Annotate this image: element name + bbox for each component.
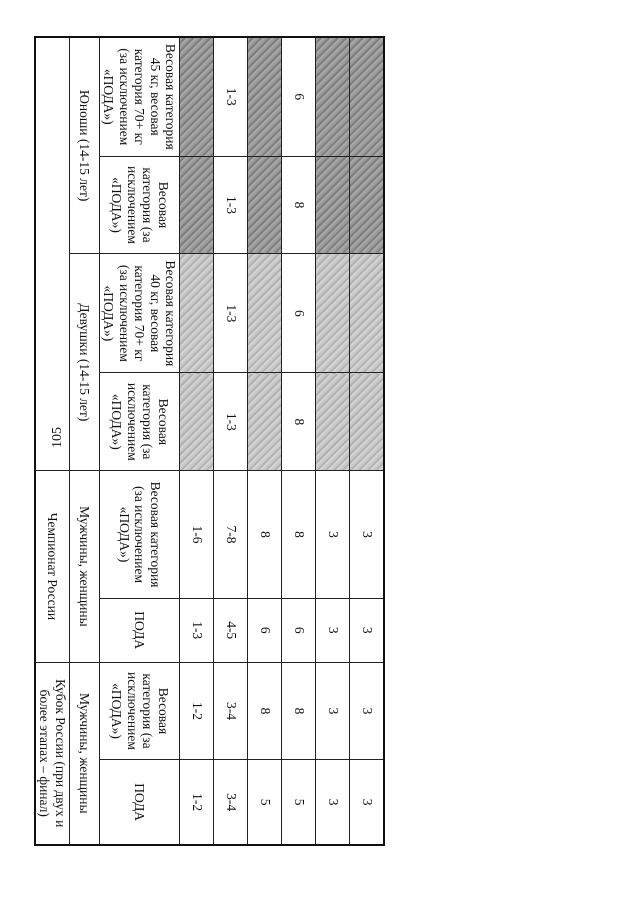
cell-v2-0: 6	[282, 37, 316, 156]
cell-category-2: Весовая категория 40 кг, весовая категория 70+ кг (за исключением «ПОДА»)	[99, 254, 180, 373]
sports-ranking-table	[34, 36, 385, 846]
cell-category-1: Весовая категория (за исключением «ПОДА»)	[99, 156, 180, 254]
cell-r1-0: 1-3	[214, 37, 248, 156]
field-row-v1	[248, 37, 282, 845]
cell-v1-6: 8	[248, 662, 282, 760]
cell-v1-2	[248, 254, 282, 373]
cell-participants-6: Мужчины, женщины	[69, 662, 99, 845]
cell-v3-0	[316, 37, 350, 156]
cell-v4-3	[350, 373, 384, 471]
cell-places-2	[180, 254, 214, 373]
cell-places-5: 1-3	[180, 598, 214, 662]
cell-v3-7: 3	[316, 760, 350, 845]
cell-v4-2	[350, 254, 384, 373]
cell-v3-6: 3	[316, 662, 350, 760]
cell-v4-4: 3	[350, 471, 384, 599]
field-row-places	[180, 37, 214, 845]
cell-places-4: 1-6	[180, 471, 214, 599]
field-row-v2	[282, 37, 316, 845]
cell-places-3	[180, 373, 214, 471]
cell-category-6: Весовая категория (за исключением «ПОДА»)	[99, 662, 180, 760]
cell-v1-5: 6	[248, 598, 282, 662]
cell-participants-2: Девушки (14-15 лет)	[69, 254, 99, 471]
cell-places-1	[180, 156, 214, 254]
cell-competition-0	[35, 37, 70, 471]
field-row-v3	[316, 37, 350, 845]
cell-participants-0: Юноши (14-15 лет)	[69, 37, 99, 254]
cell-v3-4: 3	[316, 471, 350, 599]
cell-v4-6: 3	[350, 662, 384, 760]
cell-category-3: Весовая категория (за исключением «ПОДА»)	[99, 373, 180, 471]
cell-v2-7: 5	[282, 760, 316, 845]
field-row-competition	[35, 37, 70, 845]
cell-v1-4: 8	[248, 471, 282, 599]
field-row-r1	[214, 37, 248, 845]
cell-v3-1	[316, 156, 350, 254]
cell-r1-5: 4-5	[214, 598, 248, 662]
cell-v1-7: 5	[248, 760, 282, 845]
cell-v2-5: 6	[282, 598, 316, 662]
cell-places-0	[180, 37, 214, 156]
cell-category-0: Весовая категория 45 кг, весовая категория 70+ кг (за исключением «ПОДА»)	[99, 37, 180, 156]
cell-r1-4: 7-8	[214, 471, 248, 599]
cell-v2-2: 6	[282, 254, 316, 373]
cell-r1-3: 1-3	[214, 373, 248, 471]
field-row-participants	[69, 37, 99, 845]
cell-category-7: ПОДА	[99, 760, 180, 845]
cell-v2-1: 8	[282, 156, 316, 254]
cell-r1-6: 3-4	[214, 662, 248, 760]
cell-v2-4: 8	[282, 471, 316, 599]
cell-places-6: 1-2	[180, 662, 214, 760]
cell-r1-7: 3-4	[214, 760, 248, 845]
cell-v1-3	[248, 373, 282, 471]
cell-r1-2: 1-3	[214, 254, 248, 373]
cell-participants-4: Мужчины, женщины	[69, 471, 99, 662]
cell-v3-2	[316, 254, 350, 373]
cell-v4-0	[350, 37, 384, 156]
cell-v4-7: 3	[350, 760, 384, 845]
cell-v4-1	[350, 156, 384, 254]
cell-v3-5: 3	[316, 598, 350, 662]
cell-v3-3	[316, 373, 350, 471]
page-number: 105	[50, 427, 65, 448]
cell-v4-5: 3	[350, 598, 384, 662]
cell-v1-0	[248, 37, 282, 156]
cell-v2-3: 8	[282, 373, 316, 471]
cell-v1-1	[248, 156, 282, 254]
field-row-v4	[350, 37, 384, 845]
cell-competition-6: Кубок России (при двух и более этапах – финал)	[35, 662, 70, 845]
cell-places-7: 1-2	[180, 760, 214, 845]
cell-r1-1: 1-3	[214, 156, 248, 254]
cell-v2-6: 8	[282, 662, 316, 760]
field-row-category	[99, 37, 180, 845]
cell-category-4: Весовая категория (за исключением «ПОДА»)	[99, 471, 180, 599]
cell-category-5: ПОДА	[99, 598, 180, 662]
cell-competition-4: Чемпионат России	[35, 471, 70, 662]
